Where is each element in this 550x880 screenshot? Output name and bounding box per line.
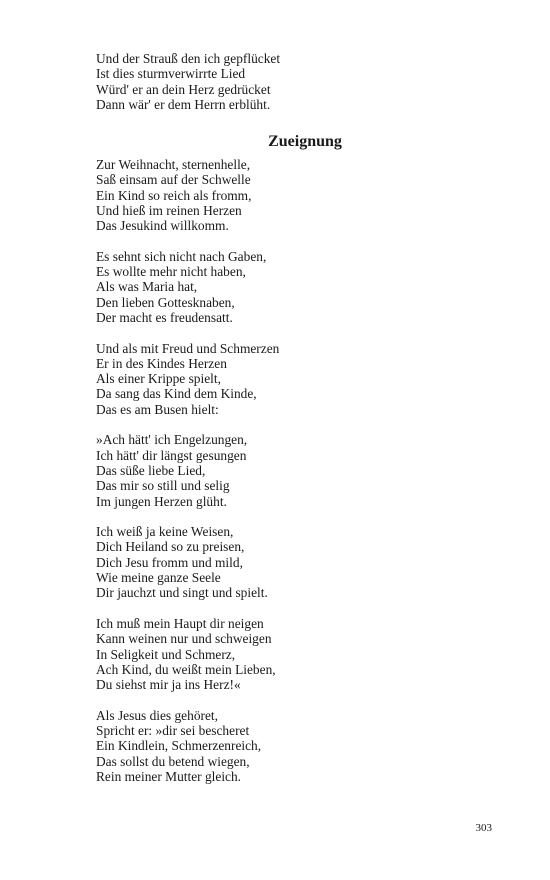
verse-line: Es wollte mehr nicht haben, bbox=[96, 264, 246, 280]
verse-line: Es sehnt sich nicht nach Gaben, bbox=[96, 248, 267, 264]
verse-line: Zur Weihnacht, sternenhelle, bbox=[96, 157, 251, 172]
stanza bbox=[96, 616, 456, 692]
verse-line: Im jungen Herzen glüht. bbox=[96, 493, 227, 509]
stanza-gap bbox=[96, 233, 456, 248]
stanza bbox=[96, 524, 456, 600]
verse-line: Saß einsam auf der Schwelle bbox=[96, 172, 251, 188]
verse-line: Rein meiner Mutter gleich. bbox=[96, 768, 242, 784]
stanza bbox=[96, 432, 456, 508]
stanza bbox=[96, 341, 456, 417]
verse-line: Das mir so still und selig bbox=[96, 478, 230, 494]
verse-line: Dann wär' er dem Herrn erblüht. bbox=[96, 96, 271, 112]
verse-line: Da sang das Kind dem Kinde, bbox=[96, 386, 257, 402]
verse-line: Kann weinen nur und schweigen bbox=[96, 631, 272, 647]
verse-line: Wie meine ganze Seele bbox=[96, 570, 221, 586]
poem-body bbox=[96, 157, 456, 784]
poem-title: Zueignung bbox=[268, 133, 342, 150]
opening-stanza bbox=[96, 51, 456, 112]
stanza bbox=[96, 249, 456, 325]
page-number: 303 bbox=[475, 822, 492, 834]
verse-line: Spricht er: »dir sei bescheret bbox=[96, 722, 250, 738]
verse-line: Ein Kindlein, Schmerzenreich, bbox=[96, 738, 262, 754]
verse-line: »Ach hätt' ich Engelzungen, bbox=[96, 432, 248, 448]
stanza-gap bbox=[96, 692, 456, 707]
verse-line: Das Jesukind willkomm. bbox=[96, 218, 229, 234]
verse-line: Dir jauchzt und singt und spielt. bbox=[96, 585, 268, 601]
verse-line: Das süße liebe Lied, bbox=[96, 462, 206, 478]
stanza-gap bbox=[96, 509, 456, 524]
verse-line: Ich weiß ja keine Weisen, bbox=[96, 524, 234, 540]
verse-line: Ist dies sturmverwirrte Lied bbox=[96, 66, 246, 82]
verse-line: Und als mit Freud und Schmerzen bbox=[96, 340, 280, 356]
verse-line: Als was Maria hat, bbox=[96, 279, 198, 295]
verse-line: Ein Kind so reich als fromm, bbox=[96, 187, 252, 203]
verse-line: Ach Kind, du weißt mein Lieben, bbox=[96, 661, 276, 677]
verse-line: Dich Heiland so zu preisen, bbox=[96, 539, 245, 555]
verse-line: Als einer Krippe spielt, bbox=[96, 371, 221, 387]
verse-line: Und der Strauß den ich gepflücket bbox=[96, 51, 281, 66]
stanza bbox=[96, 708, 456, 784]
stanza-gap bbox=[96, 325, 456, 340]
verse-line: Ich hätt' dir längst gesungen bbox=[96, 447, 247, 463]
stanza bbox=[96, 157, 456, 233]
verse-line: Ich muß mein Haupt dir neigen bbox=[96, 615, 264, 631]
verse-line: Würd' er an dein Herz gedrücket bbox=[96, 81, 271, 97]
verse-line: Das sollst du betend wiegen, bbox=[96, 753, 250, 769]
verse-line: Du siehst mir ja ins Herz!« bbox=[96, 677, 241, 693]
verse-line: In Seligkeit und Schmerz, bbox=[96, 646, 236, 662]
verse-line: Der macht es freudensatt. bbox=[96, 309, 233, 325]
verse-line: Als Jesus dies gehöret, bbox=[96, 707, 218, 723]
verse-line: Dich Jesu fromm und mild, bbox=[96, 554, 243, 570]
stanza-gap bbox=[96, 417, 456, 432]
verse-line: Den lieben Gottesknaben, bbox=[96, 294, 235, 310]
stanza-gap bbox=[96, 601, 456, 616]
verse-line: Und hieß im reinen Herzen bbox=[96, 202, 242, 218]
verse-line: Das es am Busen hielt: bbox=[96, 401, 219, 417]
verse-line: Er in des Kindes Herzen bbox=[96, 355, 227, 371]
